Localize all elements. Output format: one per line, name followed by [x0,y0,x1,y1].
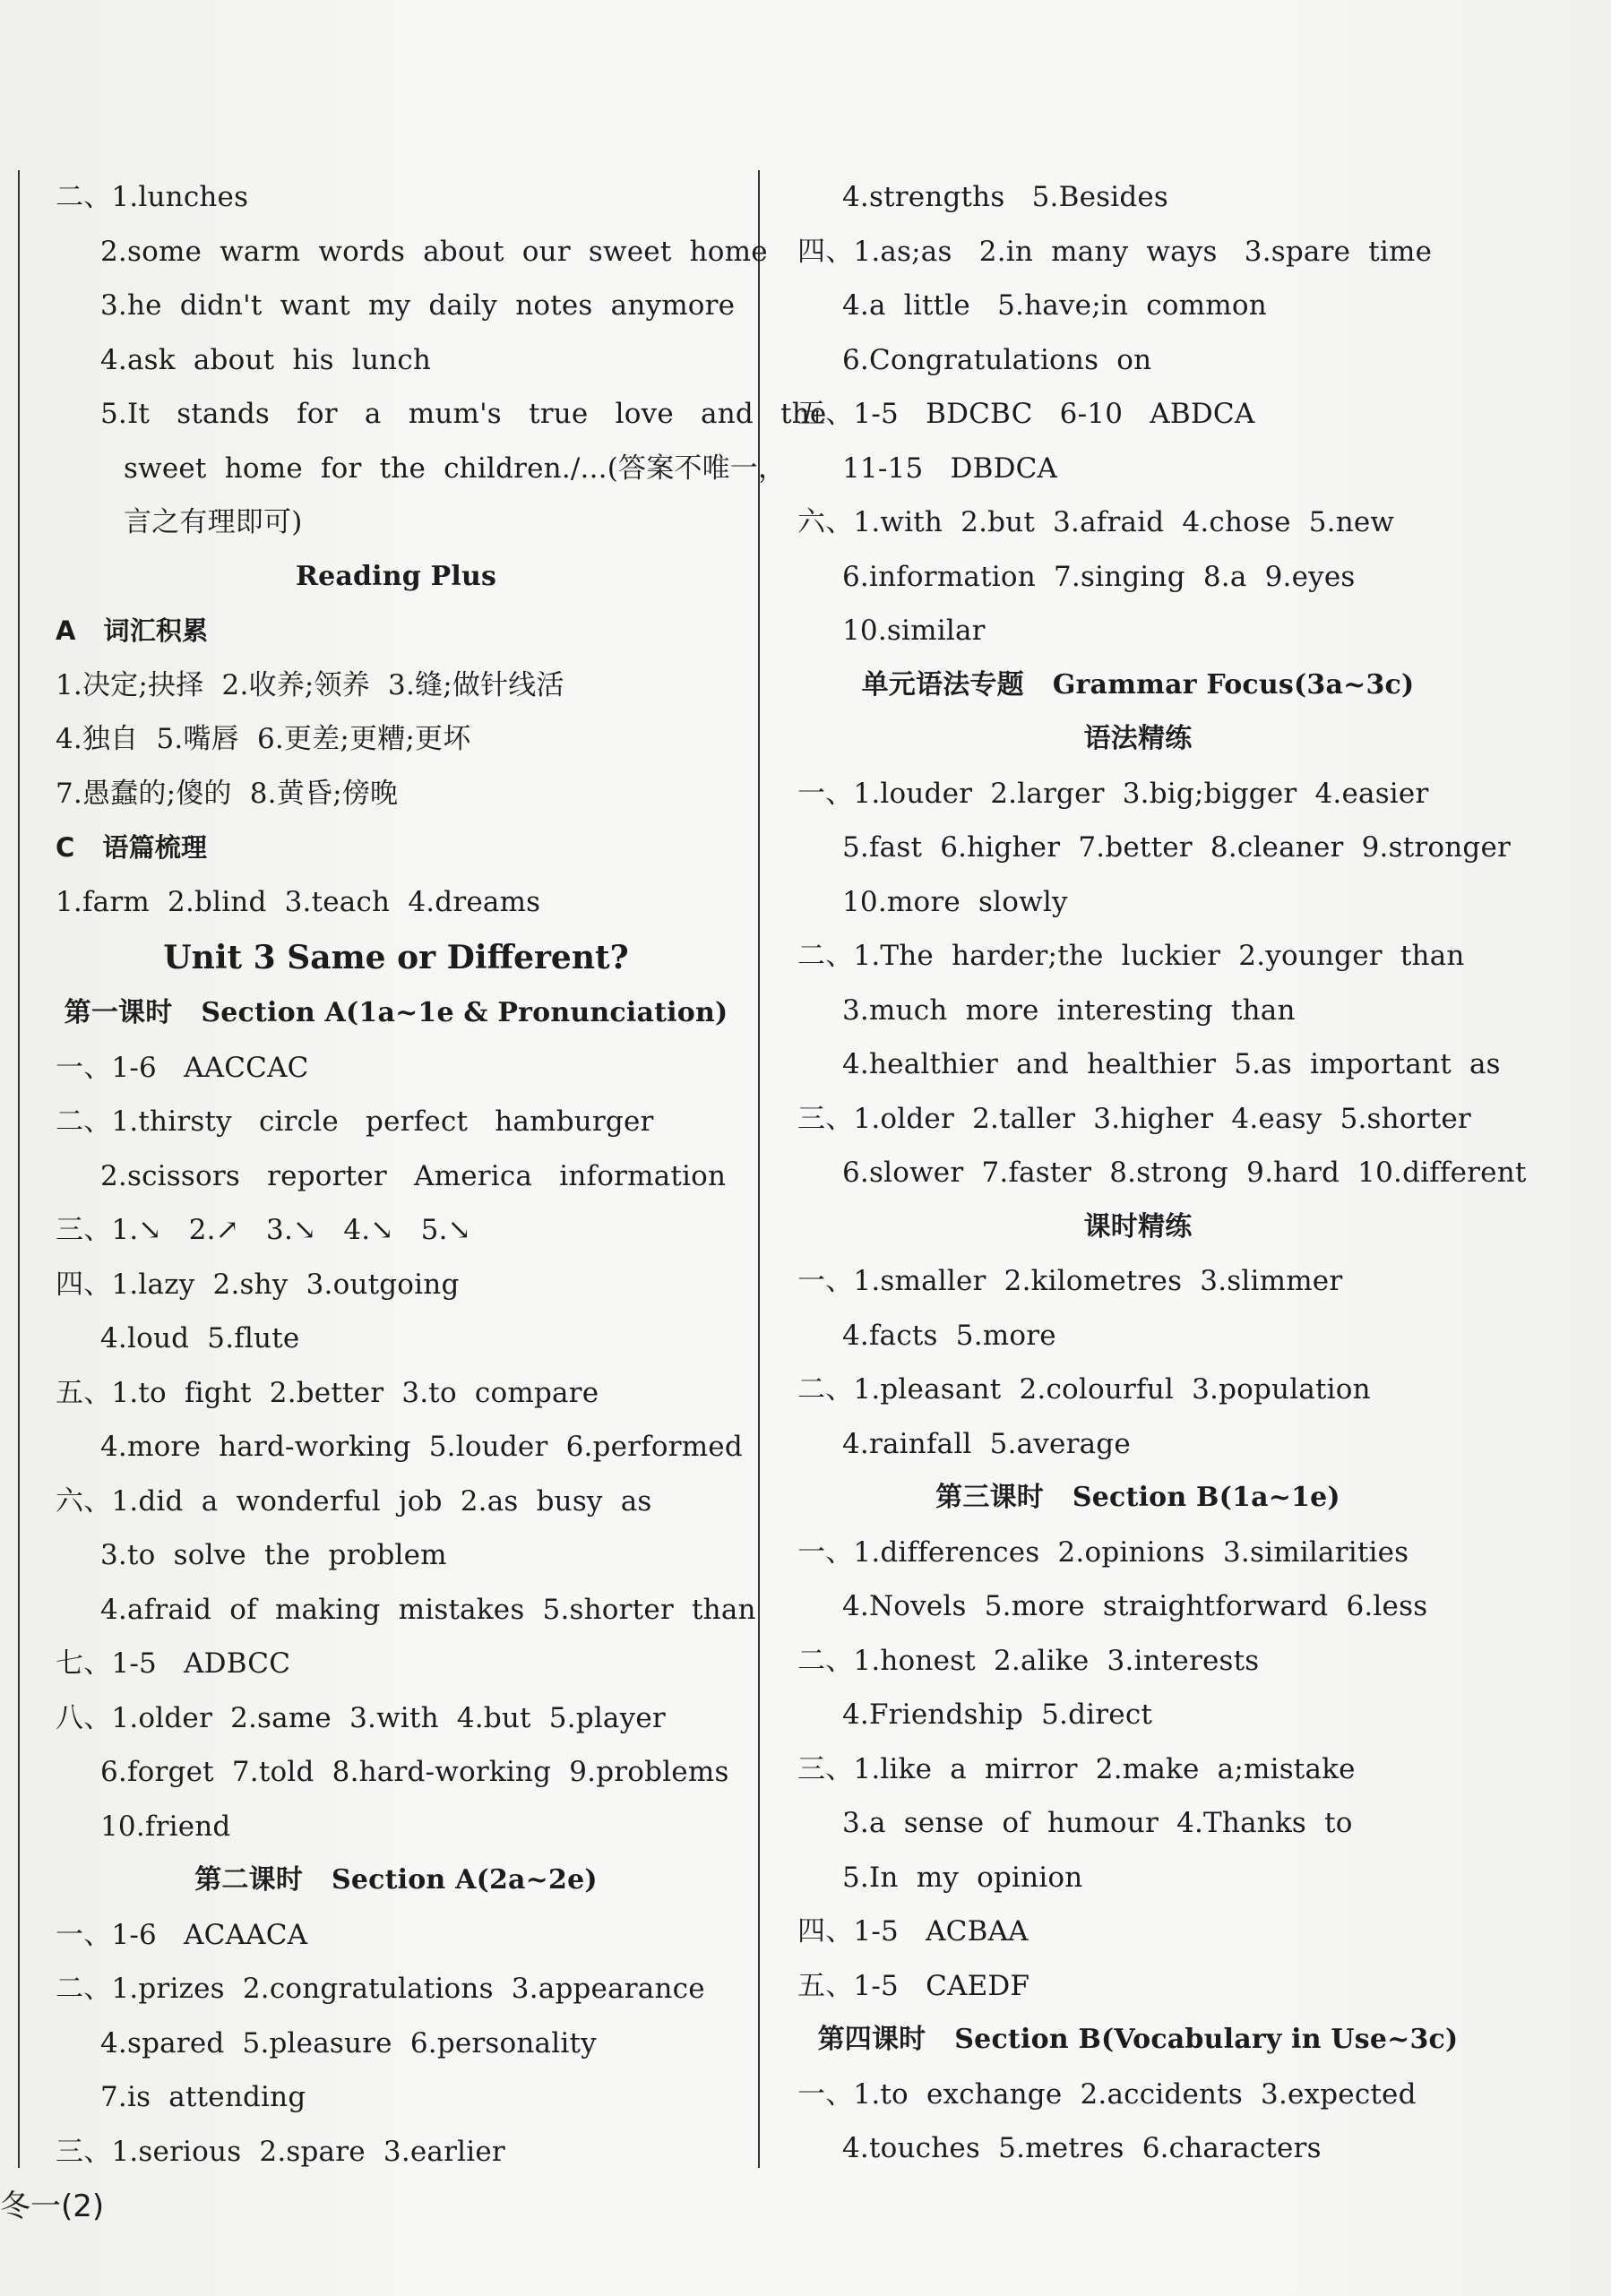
answer-line: 六、1.with 2.but 3.afraid 4.chose 5.new [797,506,1395,538]
answer-line: 1.决定;抉择 2.收养;领养 3.缝;做针线活 [56,668,564,701]
answer-line: 一、1.differences 2.opinions 3.similarities [797,1535,1409,1569]
section-heading: 单元语法专题 Grammar Focus(3a~3c) [861,668,1415,701]
answer-line: 二、1.thirsty circle perfect hamburger [56,1105,654,1138]
right-column [797,170,1527,2176]
answer-line: 5.fast 6.higher 7.better 8.cleaner 9.stronger [842,831,1512,864]
answer-line: 4.独自 5.嘴唇 6.更差;更糟;更坏 [56,723,471,755]
answer-line: 五、1-5 BDCBC 6-10 ABDCA [797,398,1255,430]
answer-line: 4.touches 5.metres 6.characters [842,2132,1322,2164]
answer-line: 二、1.pleasant 2.colourful 3.population [797,1373,1371,1406]
answer-line: 一、1.smaller 2.kilometres 3.slimmer [797,1265,1343,1297]
left-column [56,170,827,2179]
answer-line: 4.facts 5.more [842,1319,1056,1352]
section-heading: 第三课时 Section B(1a~1e) [935,1482,1340,1513]
answer-line: 4.loud 5.flute [100,1322,300,1354]
answer-line: 7.is attending [100,2081,306,2113]
answer-line: 二、1.prizes 2.congratulations 3.appearance [56,1973,705,2005]
page-footer: 冬一(2) [0,2189,105,2224]
answer-line: 6.information 7.singing 8.a 9.eyes [842,560,1356,593]
answer-line: 五、1-5 CAEDF [797,1969,1030,2002]
subsection-heading: C 语篇梳理 [56,832,208,863]
answer-line: 11-15 DBDCA [842,451,1058,485]
section-heading: Reading Plus [295,560,497,592]
section-heading: 语法精练 [1083,723,1193,754]
answer-line: 三、1.like a mirror 2.make a;mistake [797,1752,1356,1785]
answer-line: 4.spared 5.pleasure 6.personality [100,2026,597,2060]
answer-line: 4.healthier and healthier 5.as important as [842,1048,1501,1080]
answer-line: 四、1.lazy 2.shy 3.outgoing [56,1268,460,1301]
answer-line: 五、1.to fight 2.better 3.to compare [56,1376,599,1409]
answer-line: 6.forget 7.told 8.hard-working 9.problems [100,1756,729,1788]
left-margin-rule [18,170,20,2168]
answer-line: 一、1-6 AACCAC [56,1051,309,1084]
section-heading: 课时精练 [1083,1210,1193,1243]
answer-line: 三、1.older 2.taller 3.higher 4.easy 5.shorter [797,1102,1471,1135]
answer-line: 10.more slowly [842,885,1068,918]
answer-line: 3.to solve the problem [100,1539,447,1571]
unit-title: Unit 3 Same or Different? [163,939,629,976]
answer-line: 1.farm 2.blind 3.teach 4.dreams [56,885,541,918]
answer-line: 4.Friendship 5.direct [842,1698,1153,1731]
answer-line: 4.afraid of making mistakes 5.shorter than [100,1593,756,1626]
answer-line: 二、1.lunches [56,181,249,213]
answer-line: 八、1.older 2.same 3.with 4.but 5.player [56,1701,666,1734]
section-heading: 第四课时 Section B(Vocabulary in Use~3c) [817,2024,1459,2055]
answer-line: 5.It stands for a mum's true love and the [100,398,827,430]
answer-line: 3.much more interesting than [842,993,1296,1027]
answer-line: 6.Congratulations on [842,343,1152,376]
answer-line: 一、1.to exchange 2.accidents 3.expected [797,2077,1417,2111]
answer-line: 4.rainfall 5.average [842,1427,1131,1460]
answer-line: 6.slower 7.faster 8.strong 9.hard 10.different [842,1157,1527,1189]
answer-line: sweet home for the children./...(答案不唯一， [124,451,787,485]
answer-line: 4.strengths 5.Besides [842,181,1169,213]
answer-line: 5.In my opinion [842,1861,1083,1894]
answer-line: 六、1.did a wonderful job 2.as busy as [56,1484,652,1518]
answer-line: 4.a little 5.have;in common [842,289,1267,322]
answer-line: 言之有理即可) [124,506,303,538]
answer-line: 四、1-5 ACBAA [797,1915,1029,1948]
answer-line: 二、1.honest 2.alike 3.interests [797,1644,1260,1677]
answer-line: 七、1-5 ADBCC [56,1647,291,1680]
answer-line: 3.he didn't want my daily notes anymore [100,289,736,322]
answer-line: 10.similar [842,615,986,647]
answer-line: 二、1.The harder;the luckier 2.younger than [797,940,1465,972]
answer-line: 4.ask about his lunch [100,343,432,376]
section-heading: 第一课时 Section A(1a~1e & Pronunciation) [64,997,728,1028]
answer-line: 三、1.serious 2.spare 3.earlier [56,2135,505,2168]
answer-line: 一、1.louder 2.larger 3.big;bigger 4.easier [797,777,1429,810]
answer-line: 10.friend [100,1810,231,1843]
answer-line: 2.scissors reporter America information [100,1159,727,1192]
answer-line: 三、1.↘ 2.↗ 3.↘ 4.↘ 5.↘ [56,1214,471,1246]
answer-line: 4.Novels 5.more straightforward 6.less [842,1590,1428,1622]
answer-line: 2.some warm words about our sweet home [100,235,768,268]
section-heading: 第二课时 Section A(2a~2e) [194,1864,598,1896]
answer-line: 四、1.as;as 2.in many ways 3.spare time [797,235,1433,268]
answer-line: 3.a sense of humour 4.Thanks to [842,1807,1353,1839]
answer-line: 一、1-6 ACAACA [56,1918,308,1951]
answer-line: 7.愚蠢的;傻的 8.黄昏;傍晚 [56,777,399,810]
answer-line: 4.more hard-working 5.louder 6.performed [100,1431,743,1463]
subsection-heading: A 词汇积累 [56,615,209,646]
